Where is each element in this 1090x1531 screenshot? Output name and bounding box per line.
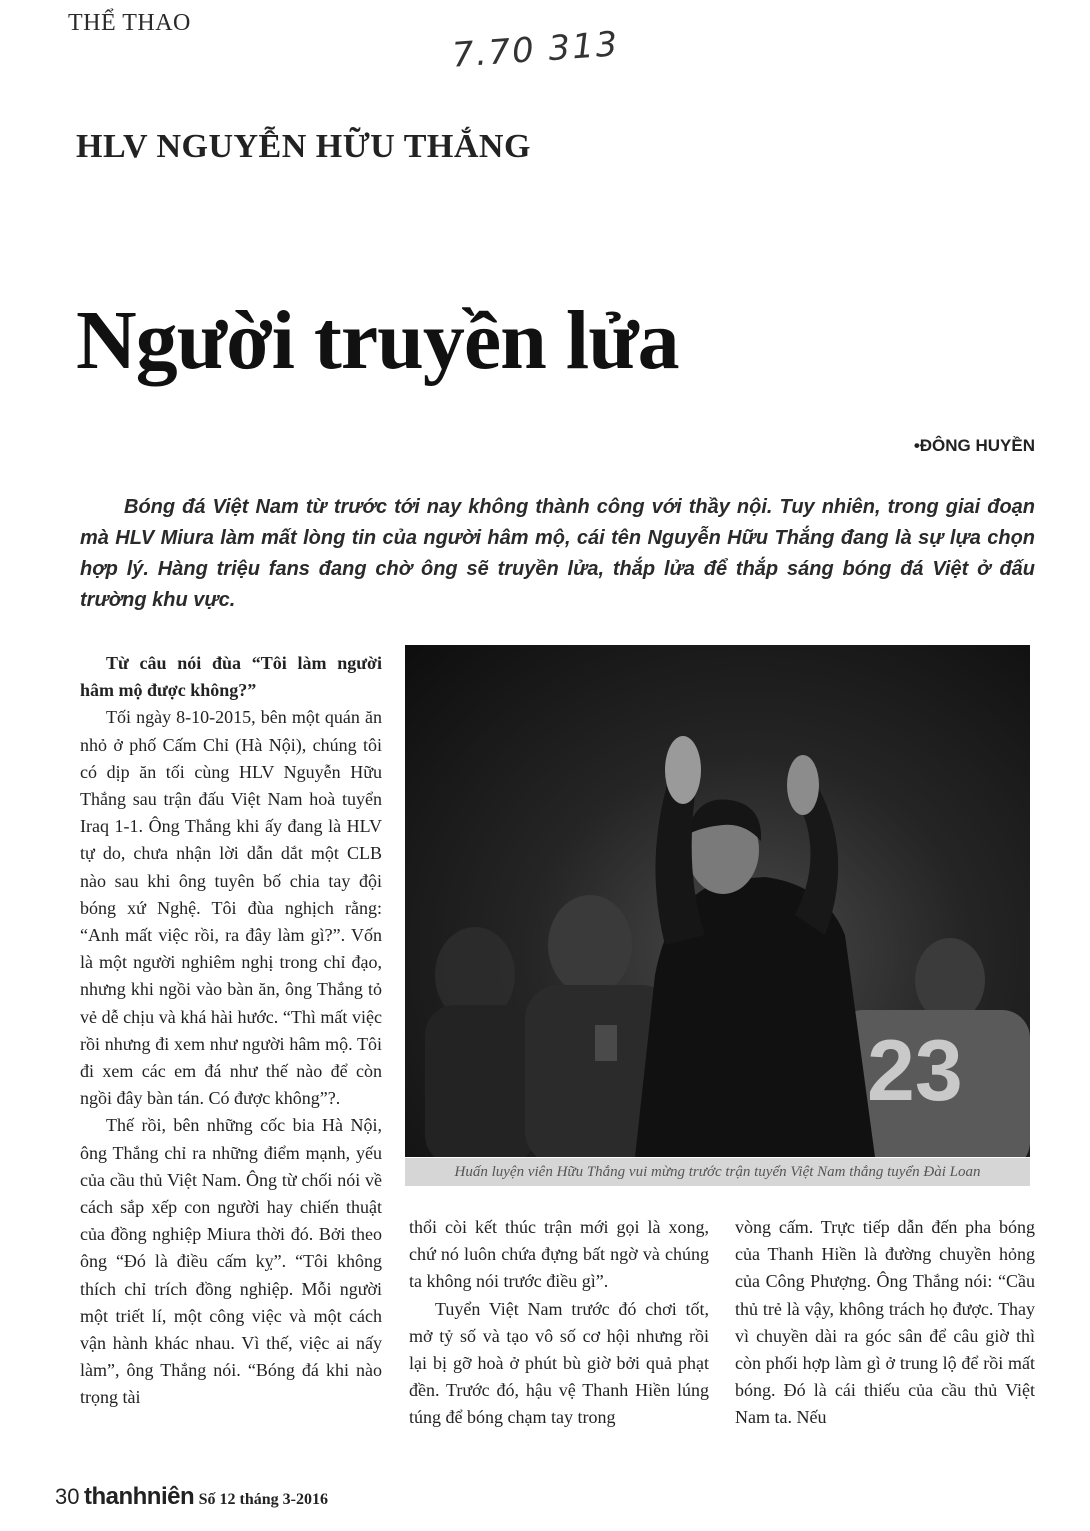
issue-info: Số 12 tháng 3-2016 (198, 1491, 328, 1508)
lead-paragraph: Bóng đá Việt Nam từ trước tới nay không thành công với thầy nội. Tuy nhiên, trong giai đoạn mà HLV Miura làm mất lòng tin của người hâm mộ, cái tên Nguyễn Hữu Thắng đang là sự lựa chọn hợp lý. Hàng triệu fans đang chờ ông sẽ truyền lửa, thắp lửa để thắp sáng bóng đá Việt ở đấu trường khu vực. (80, 496, 1035, 611)
photo-illustration (405, 645, 1030, 1157)
body-paragraph: Tuyển Việt Nam trước đó chơi tốt, mở tỷ số và tạo vô số cơ hội nhưng rồi lại bị gỡ hoà ở phút bù giờ bởi quả phạt đền. Trước đó, hậu vệ Thanh Hiền lúng túng để bóng chạm tay trong (409, 1298, 709, 1428)
body-paragraph: Thế rồi, bên những cốc bia Hà Nội, ông Thắng chỉ ra những điểm mạnh, yếu của cầu thủ Việt Nam. Ông từ chối nói về cách sắp xếp con người hay chiến thuật của đồng nghiệp Miura thời đó. Bởi theo ông “Đó là điều cấm kỵ”. “Tôi không thích chỉ trích đồng nghiệp. Mỗi người một triết lí, một công việc và một cách vận hành khác nhau. Vì thế, việc ai nấy làm”, ông Thắng nói. “Bóng đá khi nào trọng tài (80, 1115, 382, 1408)
section-label: THỂ THAO (68, 10, 191, 36)
article-byline: •ĐÔNG HUYỀN (913, 436, 1035, 455)
page-footer (55, 1483, 328, 1511)
body-paragraph: vòng cấm. Trực tiếp dẫn đến pha bóng của Thanh Hiền là đường chuyền hỏng của Công Phượng. Ông Thắng nói: “Cầu thủ trẻ là vậy, không trách họ được. Thay vì chuyền dài ra góc sân để câu giờ thì còn phối hợp làm gì ở trung lộ để rồi mất bóng. Đó là cái thiếu của cầu thủ Việt Nam ta. Nếu (735, 1217, 1035, 1428)
jersey-number: 23 (867, 1023, 963, 1119)
article-headline: Người truyền lửa (76, 294, 679, 387)
handwritten-note: 7.70 313 (450, 24, 621, 76)
text-column-1 (80, 650, 382, 1412)
page-number: 30 (55, 1484, 80, 1509)
body-paragraph: thổi còi kết thúc trận mới gọi là xong, chứ nó luôn chứa đựng bất ngờ và chúng ta không nói trước điều gì”. (409, 1217, 709, 1292)
magazine-brand: thanhniên (83, 1483, 195, 1510)
article-kicker: HLV NGUYỄN HỮU THẮNG (76, 128, 531, 165)
text-column-3 (735, 1214, 1035, 1432)
article-lead (80, 492, 1035, 616)
article-photo (405, 645, 1030, 1157)
body-paragraph: Tối ngày 8-10-2015, bên một quán ăn nhỏ ở phố Cấm Chỉ (Hà Nội), chúng tôi có dịp ăn tối cùng HLV Nguyễn Hữu Thắng sau trận đấu Việt Nam hoà tuyển Iraq 1-1. Ông Thắng khi ấy đang là HLV tự do, chưa nhận lời dẫn dắt một CLB nào sau khi ông tuyên bố chia tay đội bóng xứ Nghệ. Tôi đùa nghịch rằng: “Anh mất việc rồi, ra đây làm gì?”. Vốn là một người nghiêm nghị trong chỉ đạo, nhưng khi ngồi vào bàn ăn, ông Thắng tỏ vẻ dễ chịu và khá hài hước. “Thì mất việc rồi nhưng đi xem như người hâm mộ. Tôi đi xem các em đá như thế nào để còn ngồi đây bàn tán. Có được không”?. (80, 707, 382, 1109)
photo-caption: Huấn luyện viên Hữu Thắng vui mừng trước trận tuyển Việt Nam thắng tuyển Đài Loan (405, 1158, 1030, 1186)
article-subhead: Từ câu nói đùa “Tôi làm người hâm mộ được không?” (80, 653, 382, 701)
text-column-2 (409, 1214, 709, 1432)
